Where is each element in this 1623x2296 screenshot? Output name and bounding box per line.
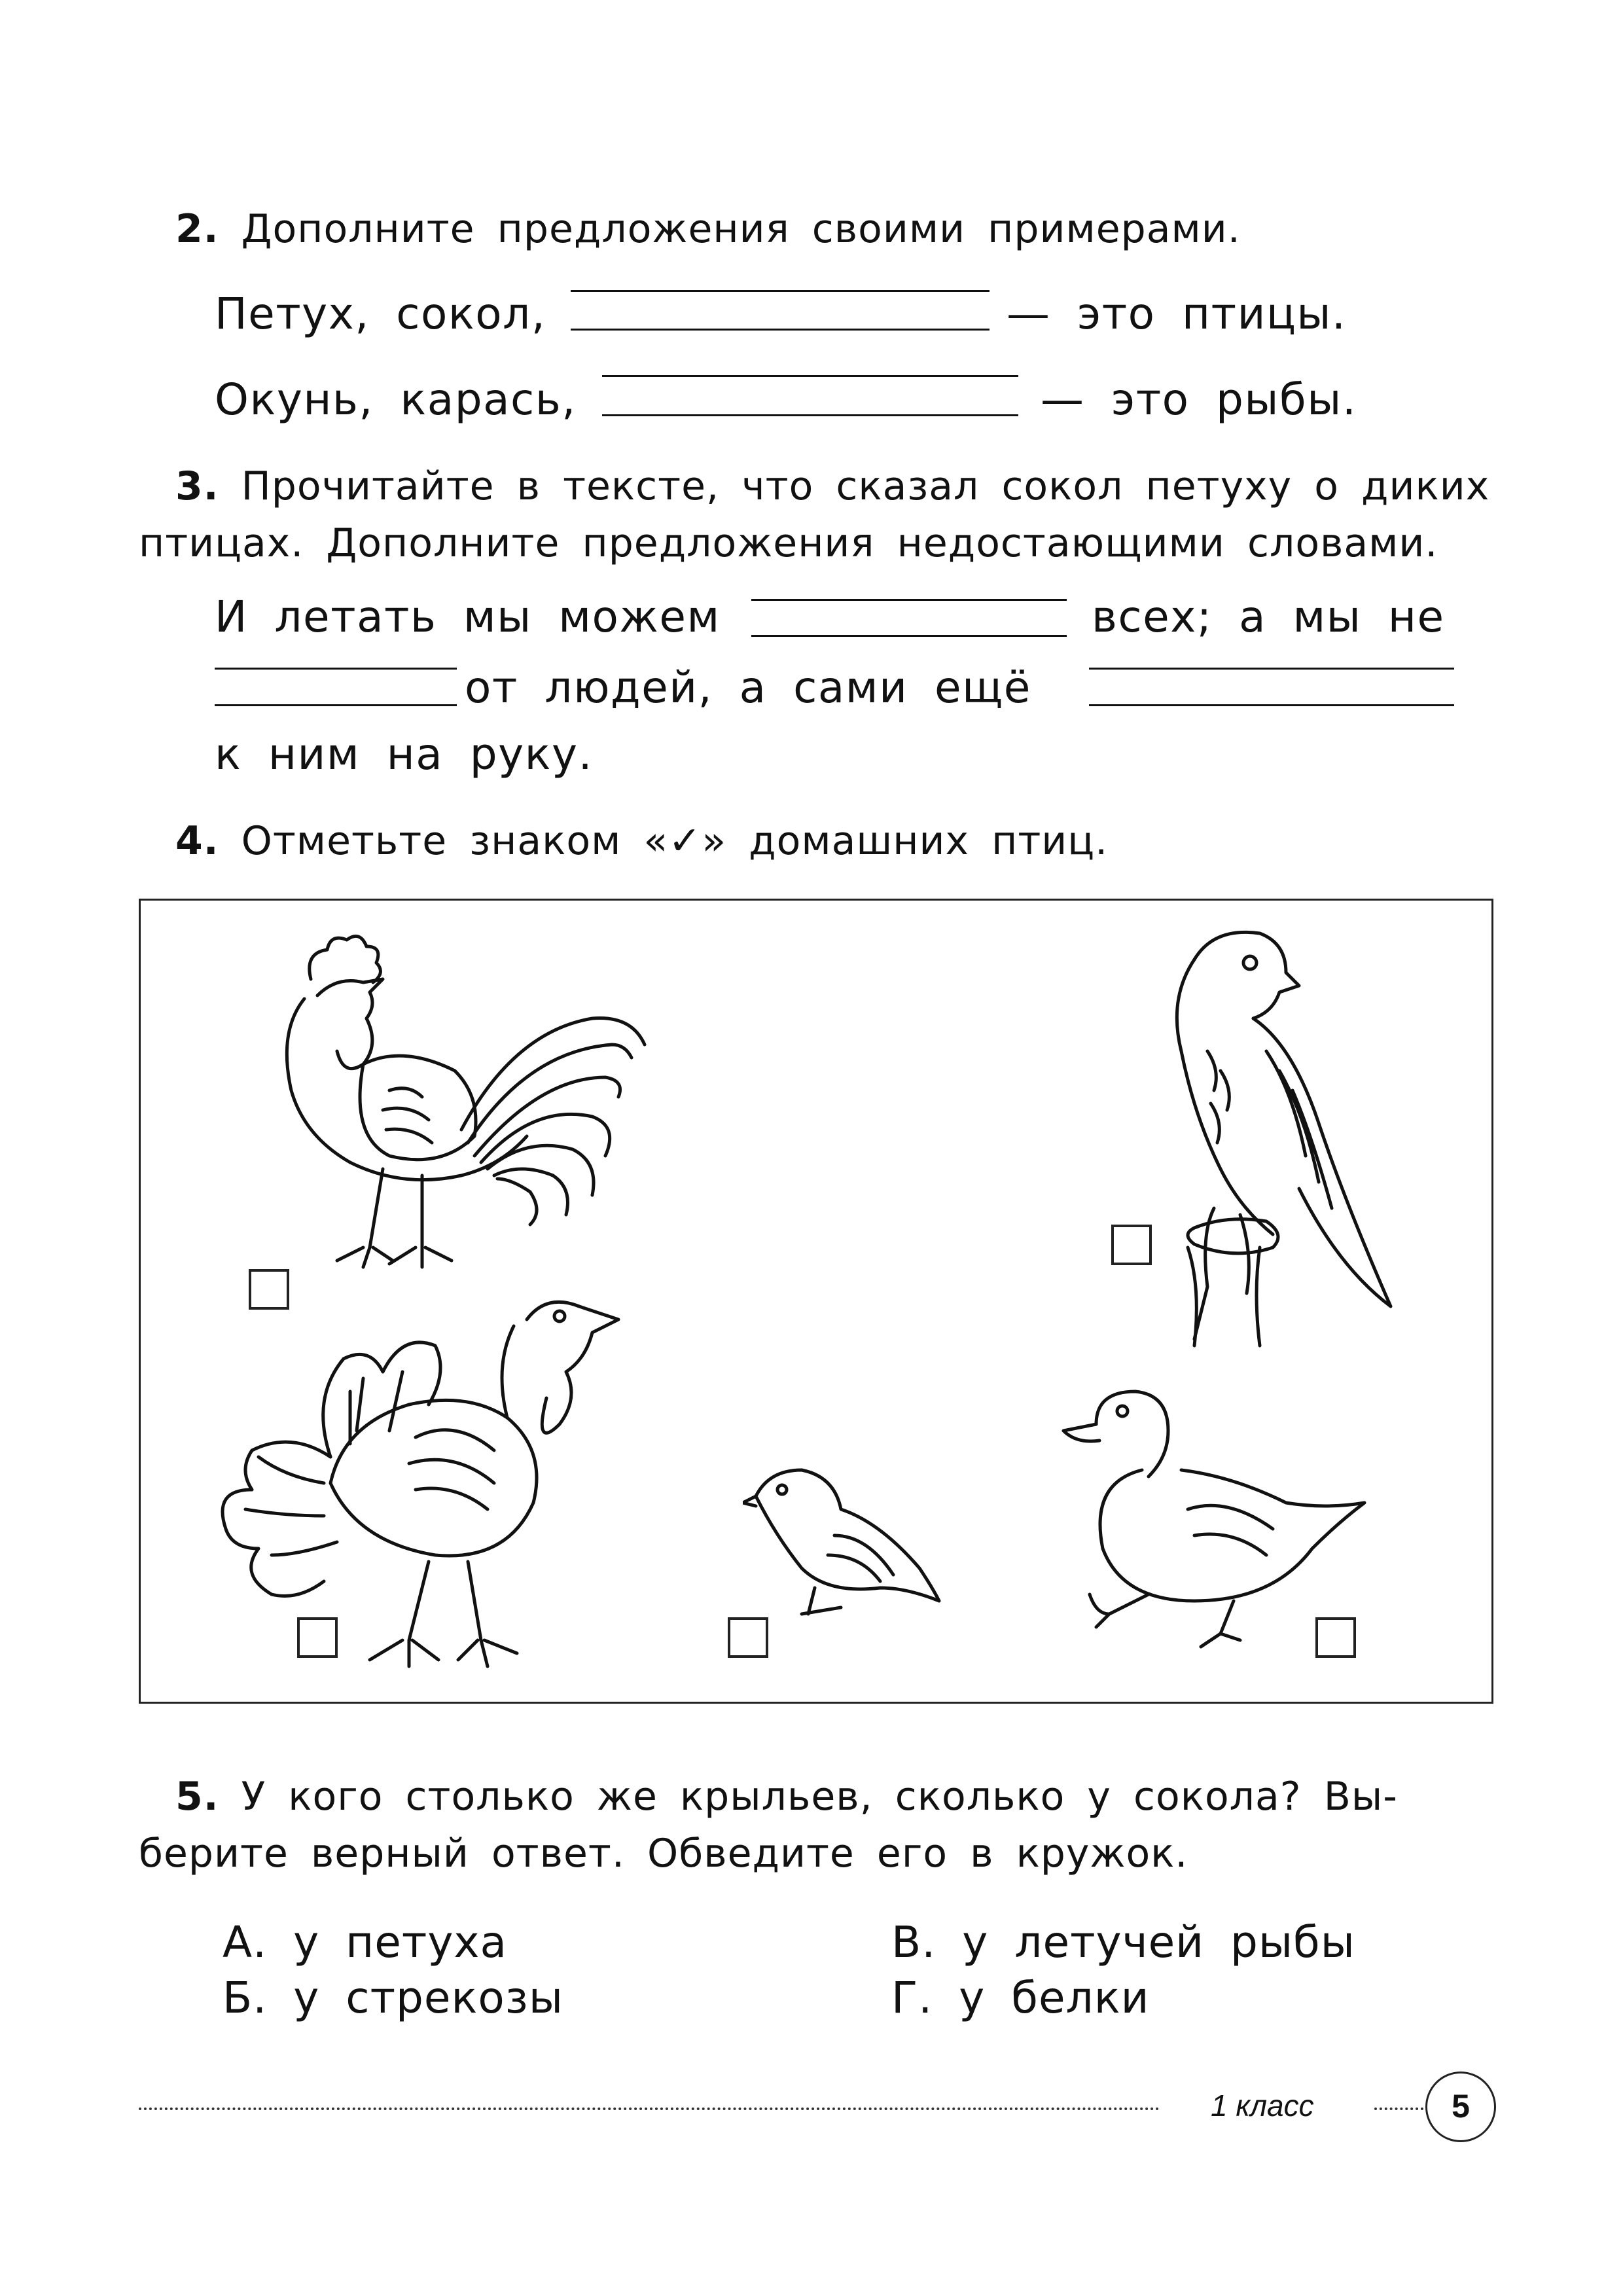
q3-number: 3. bbox=[175, 463, 219, 509]
q3-title-line2: птицах. Дополните предложения недостающими словами. bbox=[139, 520, 1438, 566]
q2-heading bbox=[175, 206, 1241, 252]
q2-line2-end: — это рыбы. bbox=[1041, 374, 1357, 425]
q3-title-line1: Прочитайте в тексте, что сказал сокол петуху о диких bbox=[241, 463, 1490, 509]
footer-dotted-line-right bbox=[1374, 2108, 1423, 2110]
q3-s1-end: всех; а мы не bbox=[1092, 592, 1445, 642]
q2-line2-start: Окунь, карась, bbox=[215, 374, 577, 425]
rooster-icon bbox=[272, 933, 677, 1339]
q5-option-g[interactable]: Г. у белки bbox=[891, 1973, 1150, 2023]
q2-line1-end: — это птицы. bbox=[1007, 289, 1347, 339]
q2-blank-2b[interactable] bbox=[602, 414, 1018, 416]
checkbox-falcon[interactable] bbox=[1111, 1225, 1152, 1265]
q3-s2-middle: от людей, а сами ещё bbox=[465, 662, 1031, 713]
q3-blank-3b[interactable] bbox=[1089, 704, 1454, 706]
checkbox-sparrow[interactable] bbox=[728, 1617, 768, 1658]
q5-heading-line1 bbox=[175, 1774, 1398, 1820]
q2-blank-1a[interactable] bbox=[571, 290, 990, 292]
q3-blank-1b[interactable] bbox=[751, 635, 1067, 637]
checkbox-duck[interactable] bbox=[1315, 1617, 1356, 1658]
q4-number: 4. bbox=[175, 818, 219, 864]
q2-blank-1b[interactable] bbox=[571, 329, 990, 331]
q2-blank-2a[interactable] bbox=[602, 375, 1018, 377]
checkbox-turkey[interactable] bbox=[297, 1617, 338, 1658]
q2-line1-start: Петух, сокол, bbox=[215, 289, 546, 339]
q3-blank-2b[interactable] bbox=[215, 704, 457, 706]
q3-blank-3a[interactable] bbox=[1089, 668, 1454, 670]
q5-option-a[interactable]: А. у петуха bbox=[223, 1917, 507, 1967]
q3-blank-1a[interactable] bbox=[751, 599, 1067, 601]
birds-frame bbox=[139, 899, 1493, 1704]
q5-option-b[interactable]: Б. у стрекозы bbox=[223, 1973, 563, 2023]
q4-heading bbox=[175, 818, 1109, 864]
page-number: 5 bbox=[1425, 2072, 1496, 2142]
q3-blank-2a[interactable] bbox=[215, 668, 457, 670]
footer-dotted-line-left bbox=[139, 2108, 1160, 2110]
q4-title: Отметьте знаком «✓» домашних птиц. bbox=[241, 818, 1109, 864]
q3-s3: к ним на руку. bbox=[215, 729, 594, 780]
q3-heading-line1 bbox=[175, 463, 1490, 509]
footer-grade: 1 класс bbox=[1211, 2089, 1314, 2123]
q5-number: 5. bbox=[175, 1774, 219, 1820]
q3-s1-start: И летать мы можем bbox=[215, 592, 721, 642]
q2-title: Дополните предложения своими примерами. bbox=[241, 206, 1241, 252]
q5-option-v[interactable]: В. у летучей рыбы bbox=[891, 1917, 1355, 1967]
sparrow-icon bbox=[743, 1457, 952, 1640]
falcon-icon bbox=[1096, 920, 1436, 1352]
q5-title-line1: У кого столько же крыльев, сколько у сокола? Вы- bbox=[241, 1774, 1398, 1820]
turkey-icon bbox=[219, 1280, 651, 1686]
q5-title-line2: берите верный ответ. Обведите его в кружок. bbox=[139, 1831, 1188, 1876]
q2-number: 2. bbox=[175, 206, 219, 252]
